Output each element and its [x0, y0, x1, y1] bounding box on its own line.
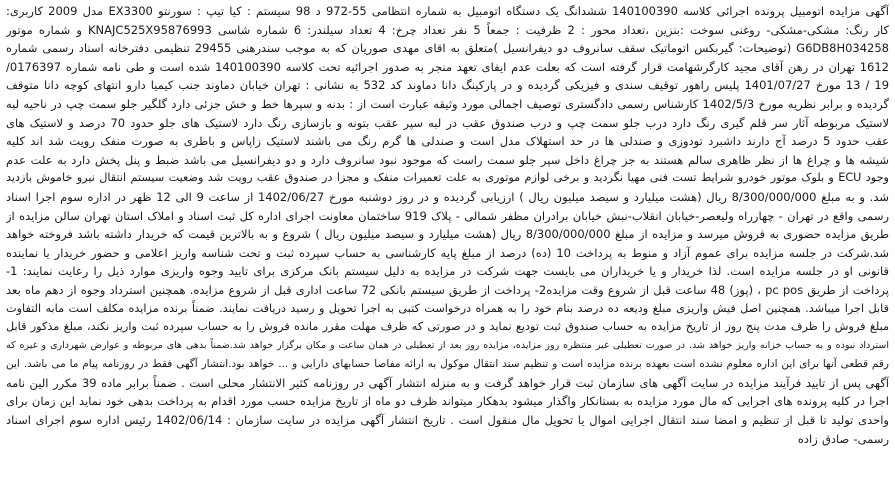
notice-line: طریق مزایده حضوری به فروش میرسد و مزایده از مبلغ 8/300/000/000 ریال (هشت میلیارد و سیصد میلیون ریال ) شروع و به بالاترین قیمت که خریدار داشته باشد فروخته خواهد: [6, 227, 889, 242]
notice-line: 1612 تهران در رهن آقای مجید کارگرشهامت قرار گرفته است که بعلت عدم ایفای تعهد منجر به صدور اجرائیه تحت کلاسه 140100390 شده است و طی نامه شماره 0176397/: [6, 59, 889, 74]
notice-line: آگهی مزایده اتومبیل پرونده اجرائی کلاسه 140100390 ششدانگ یک دستگاه اتومبیل به شماره انتظامی 55-972 د 98 سیستم : کیا تیپ : سورنتو EX3300 مدل 2009 کاربری:: [6, 4, 889, 18]
notice-line: شیشه ها و چراغ ها از نظر ظاهری سالم هستند به جز چراغ داخل سپر جلو سمت راست که موجود نبود سانروف دارد و دو دیفرانسیل می باشد ضبط و پنل پخش دارد به علت عدم: [6, 152, 889, 167]
notice-line: رقم قطعی آنها برای این اداره معلوم نشده است بعهده برنده مزایده است و تنظیم سند انتقال موکول به ارائه مفاصا حسابهای دارایی و ... خواهد بود.انتشار آگهی فقط در روزنامه پیام ما می باشد. این: [6, 358, 889, 371]
notice-line: شد. و به مبلغ 8/300/000/000 ریال (هشت میلیارد و سیصد میلیون ریال ) ارزیابی گردیده و در روز دوشنبه مورخ 1402/06/27 از ساعت 9 الی 12 ظهر در اداره سوم اجرا اسناد: [6, 189, 889, 204]
notice-line: مبلغ فروش را ظرف مدت پنج روز از تاریخ مزایده به حساب صندوق ثبت تودیع نماید و در صورتی که ظرف مهلت مقرر مانده فروش را به حساب سپرده ثبت واریز نکند، مبلغ مذکور قابل: [6, 320, 889, 334]
notice-line: G6DB8H034258 (توضیحات: گیربکس اتوماتیک سقف سانروف دو دیفرانسیل )متعلق به اقای مهدی صوریان که به موجب سندرهنی 29455 تنظیمی دفترخانه اسناد رسمی شماره: [6, 41, 889, 56]
notice-line: رسمی واقع در تهران - چهارراه ولیعصر-خیابان انقلاب-نبش خیابان برادران مظفر شمالی - پلاک 919 ساختمان معاونت اجرای اداره کل ثبت اسناد و املاک استان تهران سالن مزایده از: [6, 208, 889, 223]
notice-line: آگهی پس از تایید فرآیند مزایده در سایت آگهی های سازمان ثبت قرار خواهد گرفت و به منزله انتشار آگهی در روزنامه کثیر الانتشار محلی است . ضمناً برابر ماده 39 مکرر الین نامه: [6, 375, 889, 390]
notice-line: قابل اجرا میباشد. همچنین اصل فیش واریزی مبلغ ودیعه ده درصد بنام خود را به همراه درخواست کتبی به اجرا تحویل و رسید دریافت نمایند. ضمناً برنده مزایده مکلف است مابه التفاوت: [6, 301, 889, 315]
notice-line: قانونی او در جلسه مزایده است. لذا خریدار و یا خریداران می بایست جهت شرکت در مزایده به دلیل سیستم بانک مرکزی برای تایید وجوه واریزی موارد ذیل را رعایت نمایند: 1-: [6, 264, 889, 279]
notice-line: واحدی تولید تا قبل از تنظیم و امضا سند انتقال اجرایی اموال یا تحویل مال منقول است . تاریخ انتشار آگهی مزایده در سایت سازمان : 1402/06/14 رئیس اداره سوم اجرای اسناد: [6, 413, 889, 428]
notice-line: استرداد نبوده و به حساب خزانه واریز خواهد شد. در صورت تعطیلی غیر منتظره روز مزایده، مزایده روز بعد از تعطیلی در همان ساعت و مکان برگزار خواهد شد.ضمناً بدهی های مربوطه و عوارض شهرداری و غیره که: [6, 339, 889, 351]
signature-line: رسمی- صادق زاده: [797, 431, 889, 446]
notice-line: اجرا در کلیه پرونده های اجرایی که مال مورد مزایده به بستانکار واگذار میشود بدهکار میتواند ظرف دو ماه از تاریخ مزایده حسب مورد اقدام به پرداخت بدهی خود نماید این زمان برای: [6, 394, 889, 409]
notice-line: 19 / 13 مورخ 1401/07/27 پلیس راهور توقیف سندی و فیزیکی گردیده و در پارکینگ دانا دماوند کد 532 به نشانی : تهران خیابان دماوند جنب کیمیا دارو انتهای کوچه دانا متوقف: [6, 78, 889, 93]
auction-notice: [6, 2, 889, 448]
notice-line: گردیده و برابر نظریه مورخ 1402/5/3 کارشناس رسمی دادگستری توصیف اجمالی مورد وثیقه عبارت است از : بدنه و سپرها خط و خش جزئی دارد گلگیر جلو سمت چپ در ناحیه لبه: [6, 96, 889, 111]
notice-line: وجود ECU و بلوک موتور خودرو شرایط تست فنی مهیا نگردید و برخی لوازم موتوری به علت تعمیرات منفک و مجزا در صندوق عقب رویت شد وضعیت سیستم انتقال نیرو خاموش بازدید: [6, 171, 889, 185]
notice-line: کار رنگ: مشکی-مشکی- روغنی سوخت :بنزین ،تعداد محور : 2 ظرفیت : جمعاً 5 نفر تعداد چرخ: 4 تعداد سیلندر: 6 شماره شاسی KNAJC525X95876993 و شماره موتور: [6, 22, 889, 37]
notice-line: شد.شرکت در جلسه مزایده برای عموم آزاد و منوط به پرداخت 10 (ده) درصد از مبلغ پایه کارشناسی به حساب سپرده ثبت و تحت شناسه واریز اعلامی و حضور خریدار یا نماینده: [6, 245, 889, 260]
notice-line: عقب حدود 5 درصد آج دارند داشبرد تودوزی و صندلی ها در حد استهلاک مدل است و صندلی ها گرم رنگ می باشند لاستیک زاپاس و باطری به صورت منفک رویت شد اند کلیه: [6, 134, 889, 149]
notice-line: پرداخت از طریق pc pos ، (پوز) 48 ساعت قبل از شروع وقت مزایده2- پرداخت از طریق سیستم بانکی 72 ساعت اداری قبل از شروع مزایده. همچنین استرداد وجوه از دهم ماه بعد: [6, 282, 889, 297]
notice-line: لاستیک مربوطه آثار سر قلم گیری رنگ دارد درب جلو سمت چپ و درب صندوق عقب در لبه سپر عقب بتونه و بازسازی رنگ دارد لاستیک های جلو حدود 70 درصد و لاستیک های: [6, 115, 889, 130]
